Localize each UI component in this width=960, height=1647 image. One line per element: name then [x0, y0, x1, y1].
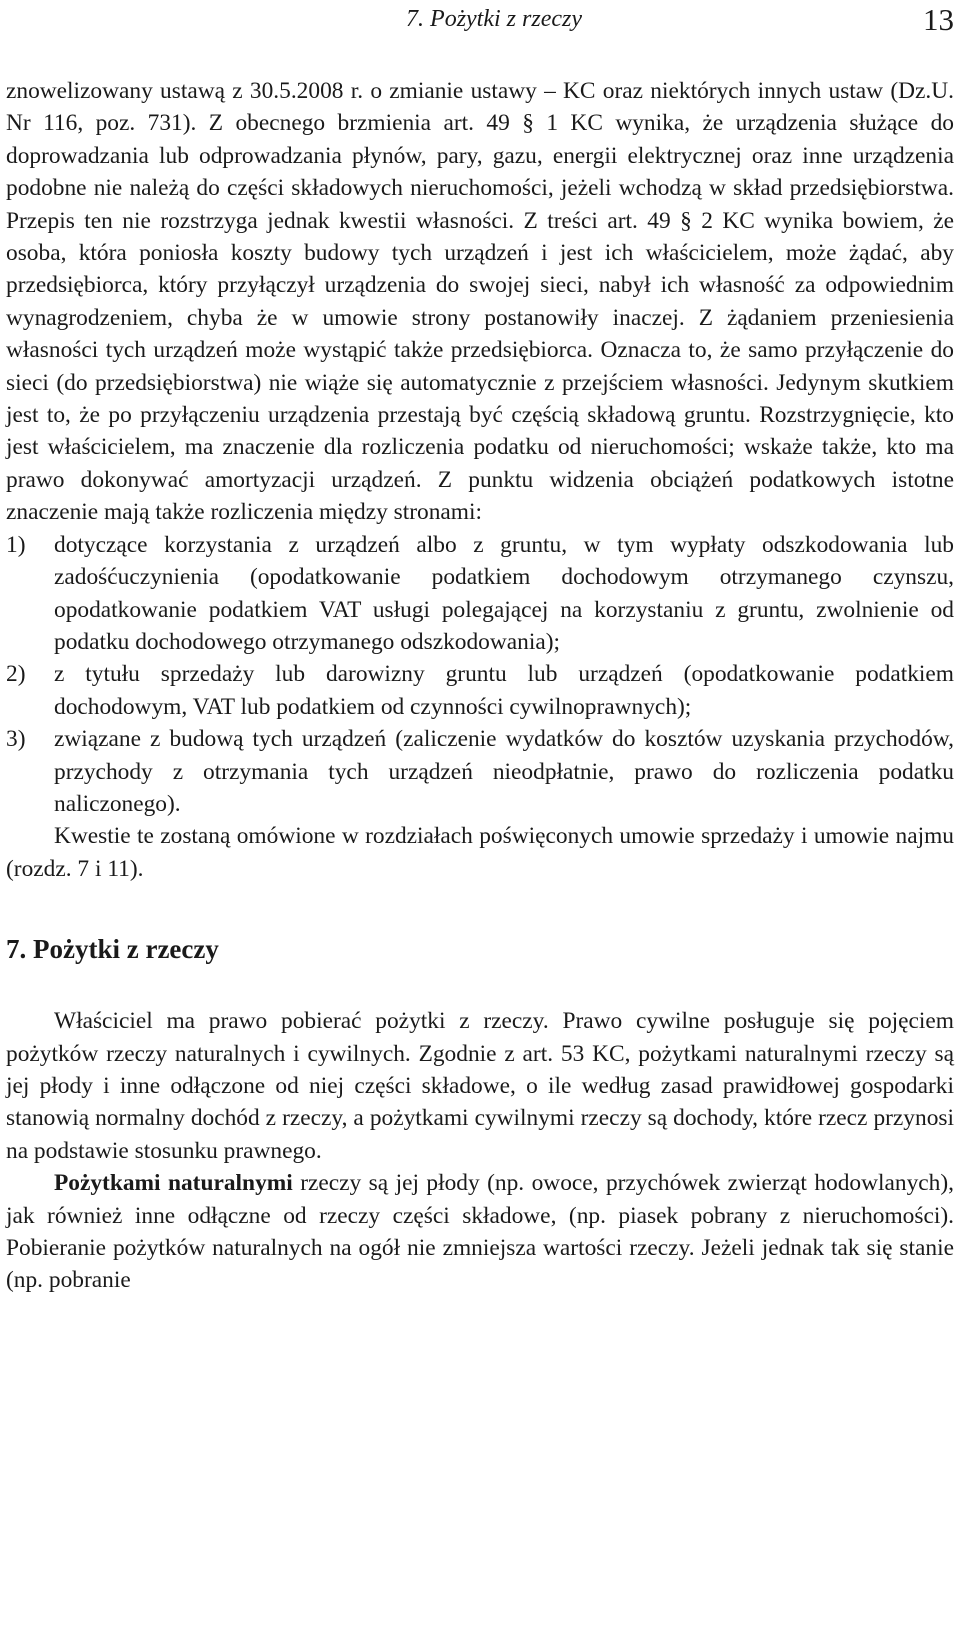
running-header	[6, 2, 954, 40]
paragraph-natural-fruits	[6, 1167, 954, 1297]
list-item	[6, 723, 954, 820]
page-number: 13	[923, 2, 954, 37]
section-heading: 7. Pożytki z rzeczy	[6, 934, 219, 965]
list-item-text: z tytułu sprzedaży lub darowizny gruntu lub urządzeń (opodatkowanie podatkiem dochodowym, VAT lub podatkiem od czynności cywilnoprawnych);	[54, 661, 954, 720]
paragraph-closing: Kwestie te zostaną omówione w rozdziałach poświęconych umowie sprzedaży i umowie najmu (rozdz. 7 i 11).	[6, 823, 954, 882]
list-item-number: 3)	[6, 726, 26, 753]
running-title: 7. Pożytki z rzeczy	[406, 6, 582, 32]
paragraph-continuation: znowelizowany ustawą z 30.5.2008 r. o zmianie ustawy – KC oraz niektórych innych ustaw (Dz.U. Nr 116, poz. 731). Z obecnego brzmienia art. 49 § 1 KC wynika, że urządzenia służące do doprowadzania lub odprowadzania płynów, pary, gazu, energii elektrycznej oraz inne urządzenia podobne nie należą do części składowych nieruchomości, jeżeli wchodzą w skład przedsiębiorstwa. Przepis ten nie rozstrzyga jednak kwestii własności. Z treści art. 49 § 2 KC wynika bowiem, że osoba, która poniosła koszty budowy tych urządzeń i jest ich właścicielem, może żądać, aby przedsiębiorca, który przyłączył urządzenia do swojej sieci, nabył ich własność za odpowiednim wynagrodzeniem, chyba że w umowie strony postanowiły inaczej. Z żądaniem przeniesienia własności tych urządzeń może wystąpić także przedsiębiorca. Oznacza to, że samo przyłączenie do sieci (do przedsiębiorstwa) nie wiąże się automatycznie z przejściem własności. Jedynym skutkiem jest to, że po przyłączeniu urządzenia przestają być częścią składową gruntu. Rozstrzygnięcie, kto jest właścicielem, ma znaczenie dla rozliczenia podatku od nieruchomości; wskaże także, kto ma prawo dokonywać amortyzacji urządzeń. Z punktu widzenia obciążeń podatkowych istotne znaczenie mają także rozliczenia między stronami:	[6, 78, 954, 526]
paragraph-intro: Właściciel ma prawo pobierać pożytki z rzeczy. Prawo cywilne posługuje się pojęciem pożytków rzeczy naturalnych i cywilnych. Zgodnie z art. 53 KC, pożytkami naturalnymi rzeczy są jej płody i inne odłączone od niej części składowe, o ile według zasad prawidłowej gospodarki stanowią normalny dochód z rzeczy, a pożytkami cywilnymi rzeczy są dochody, które rzecz przynosi na podstawie stosunku prawnego.	[6, 1008, 954, 1164]
body-text	[6, 75, 954, 1297]
list-item	[6, 658, 954, 723]
bold-term: Pożytkami naturalnymi	[54, 1170, 293, 1197]
list-item-number: 2)	[6, 661, 26, 688]
list-item-text: związane z budową tych urządzeń (zaliczenie wydatków do kosztów uzyskania przychodów, przychody z otrzymania tych urządzeń nieodpłatnie, prawo do rozliczenia podatku naliczonego).	[54, 726, 954, 817]
enumerated-list	[6, 529, 954, 821]
list-item-text: dotyczące korzystania z urządzeń albo z gruntu, w tym wypłaty odszkodowania lub zadośćuczynienia (opodatkowanie podatkiem dochodowym otrzymanego czynszu, opodatkowanie podatkiem VAT usługi polegającej na korzystaniu z gruntu, zwolnienie od podatku dochodowego otrzymanego odszkodowania);	[54, 531, 954, 655]
list-item-number: 1)	[6, 531, 26, 558]
list-item	[6, 529, 954, 659]
paragraph-natural-fruits-text: rzeczy są jej płody (np. owoce, przychówek zwierząt hodowlanych), jak również inne odłączne od rzeczy części składowe, (np. piasek pobrany z nieruchomości). Pobieranie pożytków naturalnych na ogół nie zmniejsza wartości rzeczy. Jeżeli jednak tak się stanie (np. pobranie	[6, 1170, 954, 1294]
